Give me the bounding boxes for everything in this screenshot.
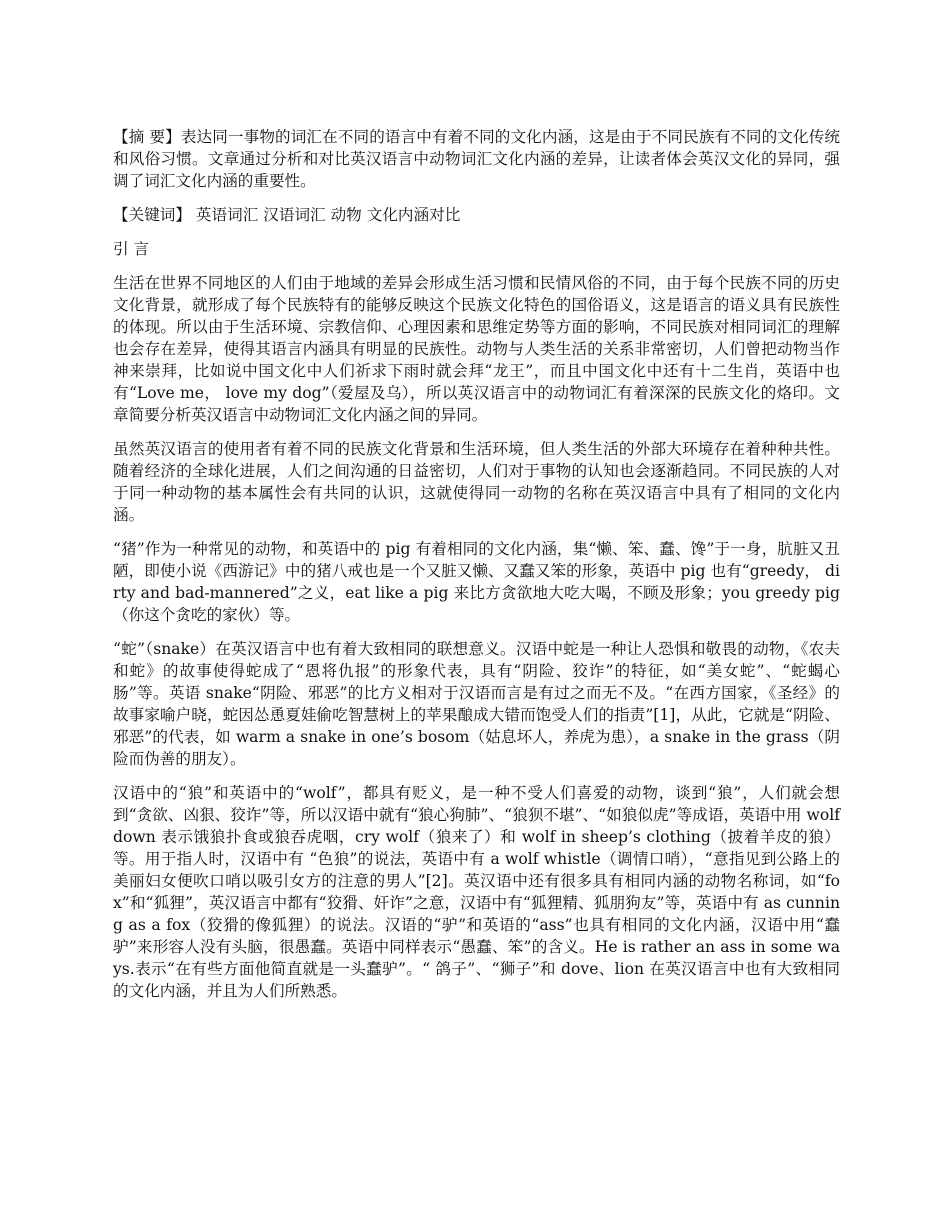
document-page	[113, 126, 840, 1014]
keywords: 【关键词】 英语词汇 汉语词汇 动物 文化内涵对比	[113, 206, 461, 224]
intro-heading: 引 言	[113, 240, 150, 258]
abstract: 【摘 要】表达同一事物的词汇在不同的语言中有着不同的文化内涵，这是由于不同民族有不同的文化传统和风俗习惯。文章通过分析和对比英汉语言中动物词汇文化内涵的差异，让读者体会英汉文化的异同，强调了词汇文化内涵的重要性。	[113, 128, 840, 190]
paragraph-5: 汉语中的“狼”和英语中的“wolf”，都具有贬义，是一种不受人们喜爱的动物，谈到“狼”，人们就会想到“贪欲、凶狠、狡诈”等，所以汉语中就有“狼心狗肺”、“狼狈不堪”、“如狼似虎”等成语，英语中用 wolf down 表示饿狼扑食或狼吞虎咽，cry wolf（狼来了）和 wolf in sheep’s clothing（披着羊皮的狼）等。用于指人时，汉语中有 “色狼”的说法，英语中有 a wolf whistle（调情口哨），“意指见到公路上的美丽妇女便吹口哨以吸引女方的注意的男人”[2]。英汉语中还有很多具有相同内涵的动物名称词，如“fox”和“狐狸”，英汉语言中都有“狡猾、奸诈”之意，汉语中有“狐狸精、狐朋狗友”等，英语中有 as cunning as a fox（狡猾的像狐狸）的说法。汉语的“驴”和英语的“ass”也具有相同的文化内涵，汉语中用“蠢驴”来形容人没有头脑，很愚蠢。英语中同样表示“愚蠢、笨”的含义。He is rather an ass in some ways.表示“在有些方面他简直就是一头蠢驴”。“ 鸽子”、“狮子”和 dove、lion 在英汉语言中也有大致相同的文化内涵，并且为人们所熟悉。	[113, 784, 840, 1000]
paragraph-3: “猪”作为一种常见的动物，和英语中的 pig 有着相同的文化内涵，集“懒、笨、蠢、馋”于一身，肮脏又丑陋，即使小说《西游记》中的猪八戒也是一个又脏又懒、又蠢又笨的形象，英语中 pig 也有“greedy， dirty and bad-mannered”之义，eat like a pig 来比方贪欲地大吃大喝，不顾及形象；you greedy pig（你这个贪吃的家伙）等。	[113, 540, 840, 624]
paragraph-4: “蛇”（snake）在英汉语言中也有着大致相同的联想意义。汉语中蛇是一种让人恐惧和敬畏的动物，《农夫和蛇》的故事使得蛇成了“恩将仇报”的形象代表，具有“阴险、狡诈”的特征，如“美女蛇”、“蛇蝎心肠”等。英语 snake“阴险、邪恶”的比方义相对于汉语而言是有过之而无不及。“在西方国家，《圣经》的故事家喻户晓，蛇因怂恿夏娃偷吃智慧树上的苹果酿成大错而饱受人们的指责”[1]，从此，它就是“阴险、邪恶”的代表，如 warm a snake in one’s bosom（姑息坏人，养虎为患），a snake in the grass（阴险而伪善的朋友）。	[113, 640, 840, 768]
paragraph-1: 生活在世界不同地区的人们由于地域的差异会形成生活习惯和民情风俗的不同，由于每个民族不同的历史文化背景，就形成了每个民族特有的能够反映这个民族文化特色的国俗语义，这是语言的语义具有民族性的体现。所以由于生活环境、宗教信仰、心理因素和思维定势等方面的影响，不同民族对相同词汇的理解也会存在差异，使得其语言内涵具有明显的民族性。动物与人类生活的关系非常密切，人们曾把动物当作神来崇拜，比如说中国文化中人们祈求下雨时就会拜“龙王”，而且中国文化中还有十二生肖，英语中也有“Love me， love my dog”（爱屋及乌），所以英汉语言中的动物词汇有着深深的民族文化的烙印。文章简要分析英汉语言中动物词汇文化内涵之间的异同。	[113, 274, 840, 424]
paragraph-2: 虽然英汉语言的使用者有着不同的民族文化背景和生活环境，但人类生活的外部大环境存在着种种共性。随着经济的全球化进展，人们之间沟通的日益密切，人们对于事物的认知也会逐渐趋同。不同民族的人对于同一种动物的基本属性会有共同的认识，这就使得同一动物的名称在英汉语言中具有了相同的文化内涵。	[113, 440, 840, 524]
